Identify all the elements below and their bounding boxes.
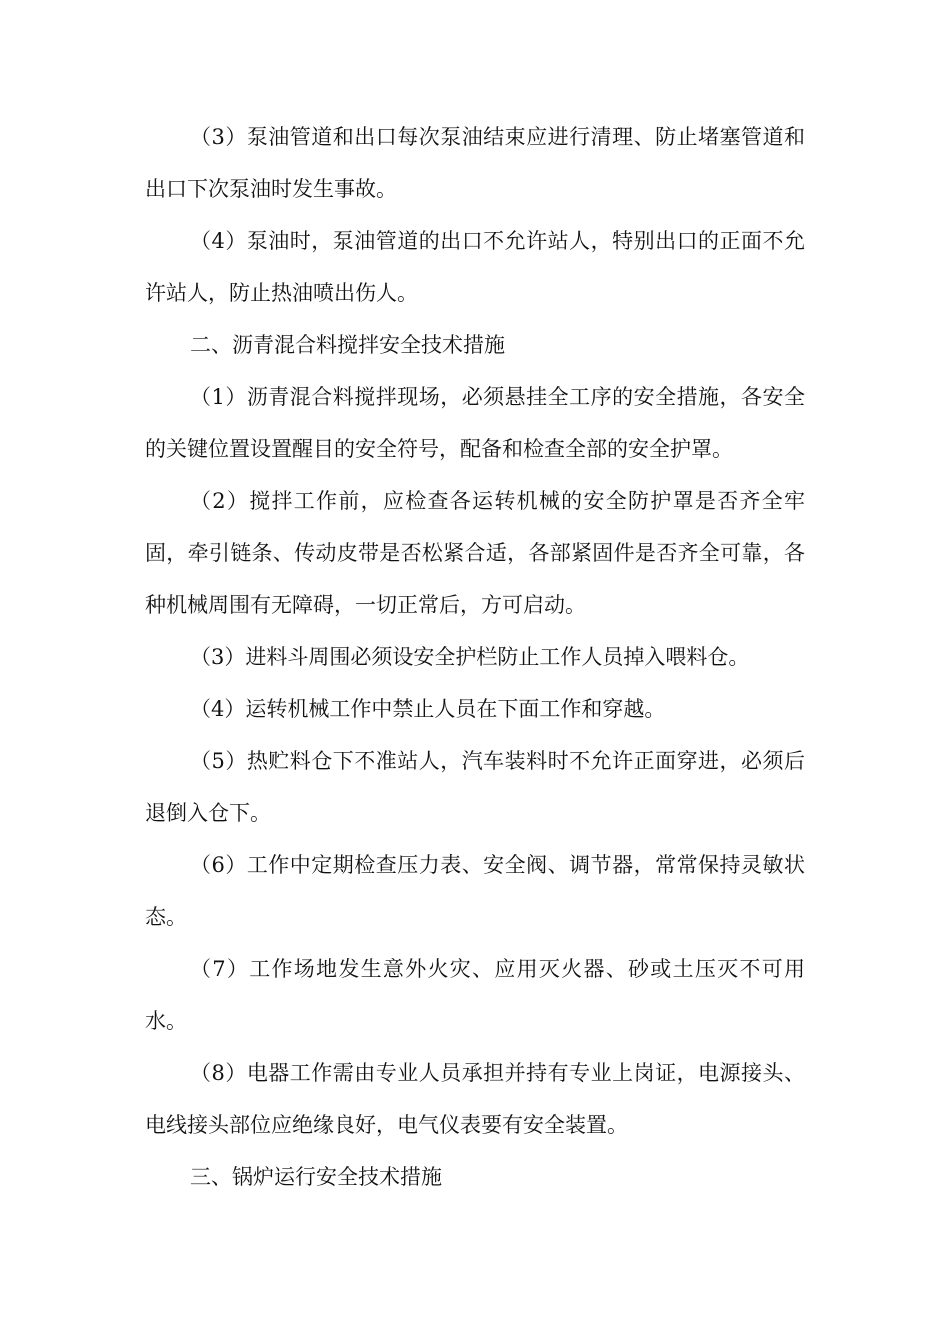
paragraph-feed-hopper: （3）进料斗周围必须设安全护栏防止工作人员掉入喂料仓。: [190, 645, 750, 669]
paragraph-mixing-site: （1）沥青混合料搅拌现场，必须悬挂全工序的安全措施，各安全的关键位置设置醒目的安全符号，配备和检查全部的安全护罩。: [145, 385, 805, 461]
paragraph-gauge-inspection: （6）工作中定期检查压力表、安全阀、调节器，常常保持灵敏状态。: [145, 853, 805, 929]
section-heading-boiler-operation: 三、锅炉运行安全技术措施: [190, 1165, 442, 1189]
paragraph-fire-handling: （7）工作场地发生意外火灾、应用灭火器、砂或土压灭不可用水。: [145, 957, 805, 1033]
document-body: [145, 111, 805, 1203]
paragraph-running-machinery: （4）运转机械工作中禁止人员在下面工作和穿越。: [190, 697, 666, 721]
paragraph-pump-cleaning: （3）泵油管道和出口每次泵油结束应进行清理、防止堵塞管道和出口下次泵油时发生事故。: [145, 125, 805, 201]
paragraph-hot-storage-bin: （5）热贮料仓下不准站人，汽车装料时不允许正面穿进，必须后退倒入仓下。: [145, 749, 805, 825]
paragraph-electrical-work: （8）电器工作需由专业人员承担并持有专业上岗证，电源接头、电线接头部位应绝缘良好，电气仪表要有安全装置。: [145, 1061, 805, 1137]
paragraph-pump-outlet: （4）泵油时，泵油管道的出口不允许站人，特别出口的正面不允许站人，防止热油喷出伤人。: [145, 229, 805, 305]
paragraph-pre-mixing-check: （2）搅拌工作前，应检查各运转机械的安全防护罩是否齐全牢固，牵引链条、传动皮带是否松紧合适，各部紧固件是否齐全可靠，各种机械周围有无障碍，一切正常后，方可启动。: [145, 489, 805, 617]
section-heading-asphalt-mixing: 二、沥青混合料搅拌安全技术措施: [190, 333, 505, 357]
